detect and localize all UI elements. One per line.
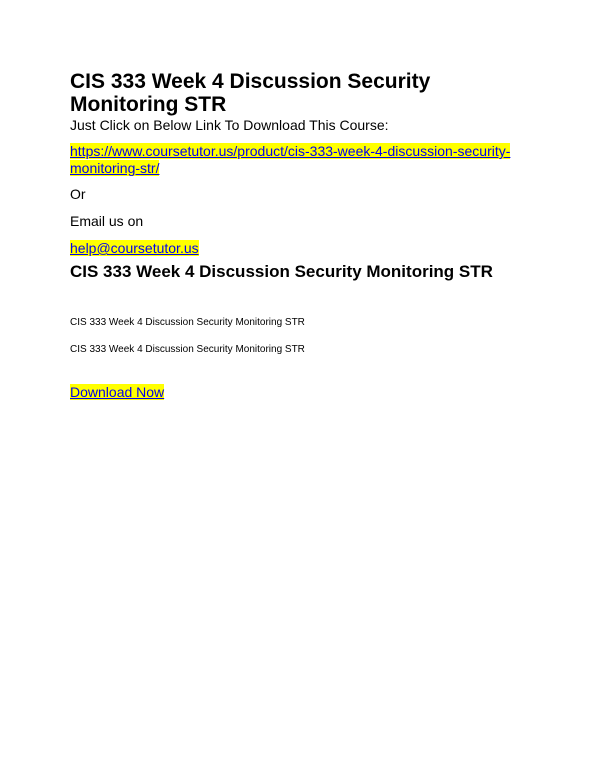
document-title: CIS 333 Week 4 Discussion Security Monitoring STR bbox=[70, 70, 431, 116]
course-link[interactable] bbox=[70, 143, 530, 177]
email-link[interactable] bbox=[70, 240, 199, 257]
download-instruction: Just Click on Below Link To Download This Course: bbox=[70, 117, 389, 133]
course-link-line-1[interactable]: https://www.coursetutor.us/product/cis-333-week-4-discussion-security- bbox=[70, 143, 511, 159]
email-link-text[interactable]: help@coursetutor.us bbox=[70, 240, 199, 256]
body-line: CIS 333 Week 4 Discussion Security Monitoring STR bbox=[70, 317, 305, 328]
email-label: Email us on bbox=[70, 213, 144, 229]
course-link-line-2[interactable]: monitoring-str/ bbox=[70, 160, 160, 176]
body-line: CIS 333 Week 4 Discussion Security Monitoring STR bbox=[70, 344, 305, 355]
or-text: Or bbox=[70, 186, 86, 202]
download-now-text[interactable]: Download Now bbox=[70, 384, 165, 400]
section-heading: CIS 333 Week 4 Discussion Security Monitoring STR bbox=[70, 262, 493, 281]
download-now-link[interactable] bbox=[70, 384, 164, 401]
